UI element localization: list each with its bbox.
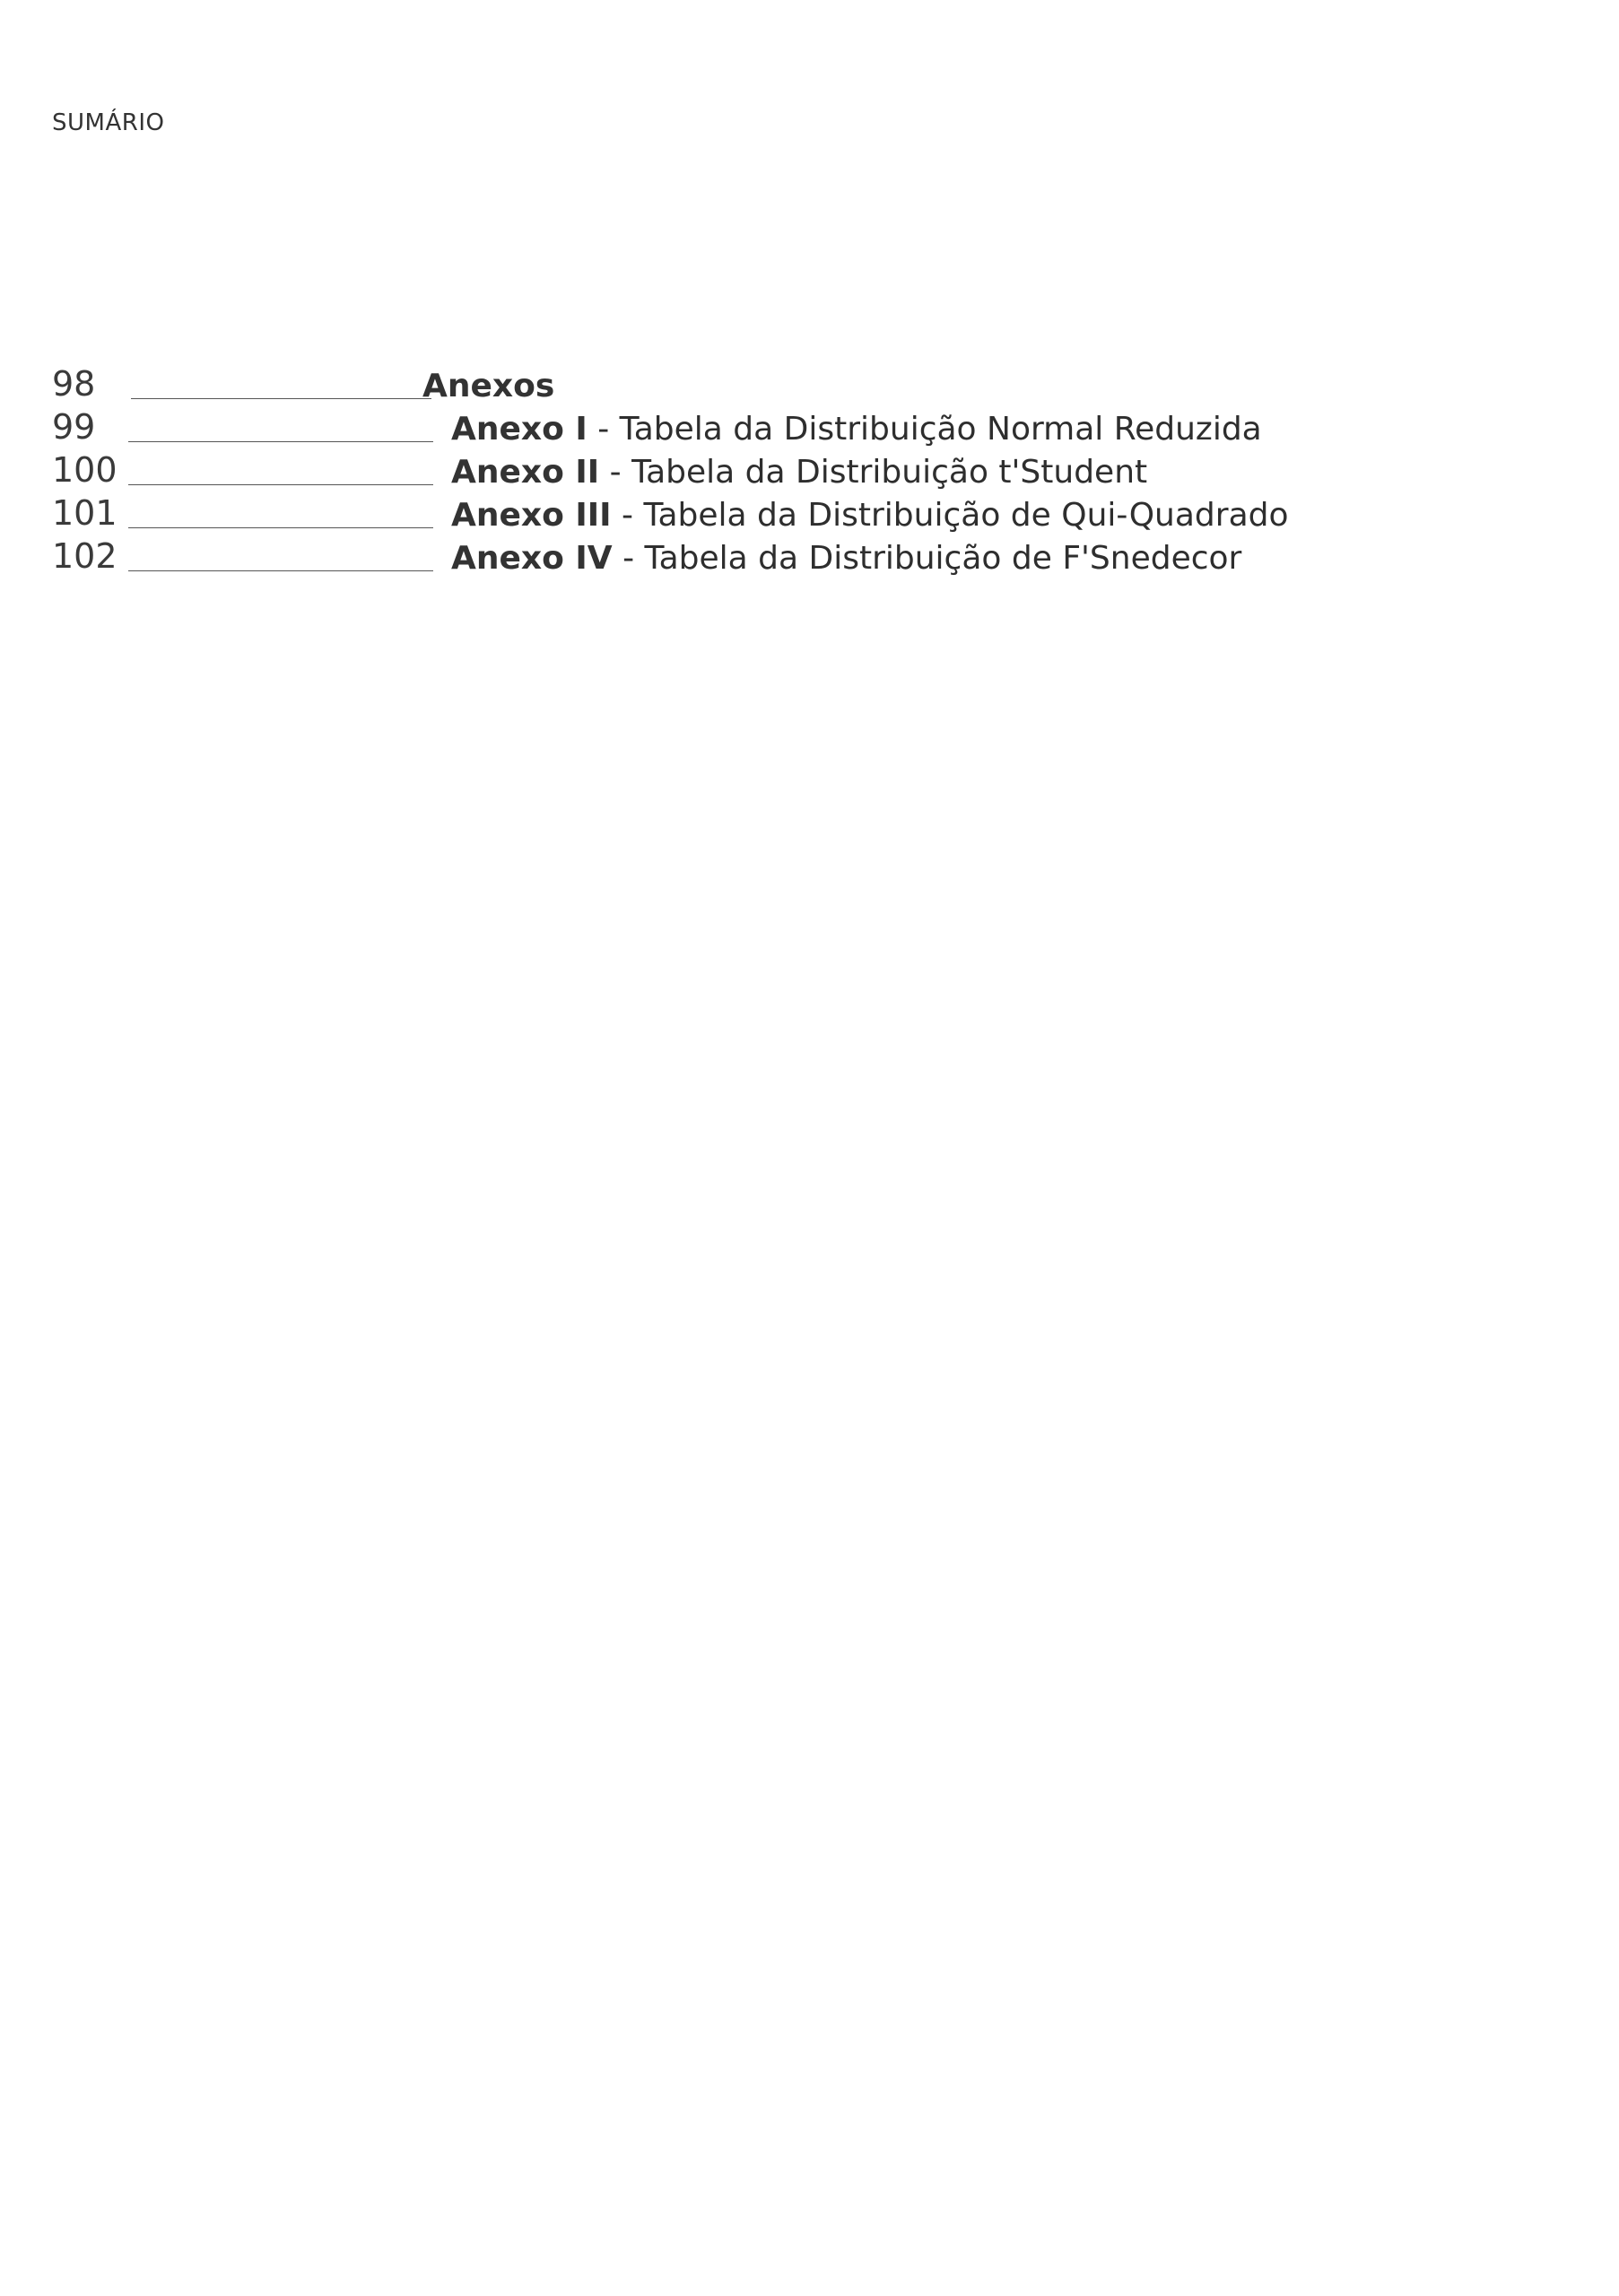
entry-text bbox=[451, 540, 1242, 577]
entry-title: - Tabela da Distribuição Normal Reduzida bbox=[587, 411, 1262, 448]
entry-title: - Tabela da Distribuição de F'Snedecor bbox=[612, 540, 1242, 577]
leader-line bbox=[128, 527, 433, 528]
entry-label: Anexo IV bbox=[451, 540, 613, 577]
leader-line bbox=[128, 570, 433, 571]
section-title: Anexos bbox=[422, 368, 555, 404]
page-number: 99 bbox=[52, 407, 96, 447]
page-number: 100 bbox=[52, 450, 118, 490]
entry-label: Anexo III bbox=[451, 497, 612, 534]
page-number: 102 bbox=[52, 536, 118, 576]
leader-line bbox=[128, 484, 433, 485]
leader-line bbox=[131, 398, 431, 399]
leader-line bbox=[128, 441, 433, 442]
entry-text bbox=[451, 454, 1148, 491]
entry-text bbox=[451, 413, 1262, 446]
entry-title: - Tabela da Distribuição t'Student bbox=[599, 454, 1148, 491]
entry-title: - Tabela da Distribuição de Qui-Quadrado bbox=[611, 497, 1289, 534]
page-number: 98 bbox=[52, 364, 96, 404]
page-header: SUMÁRIO bbox=[52, 109, 165, 136]
page-number: 101 bbox=[52, 493, 118, 533]
entry-label: Anexo II bbox=[451, 454, 600, 491]
entry-label: Anexo I bbox=[451, 411, 588, 448]
entry-text bbox=[451, 497, 1289, 534]
